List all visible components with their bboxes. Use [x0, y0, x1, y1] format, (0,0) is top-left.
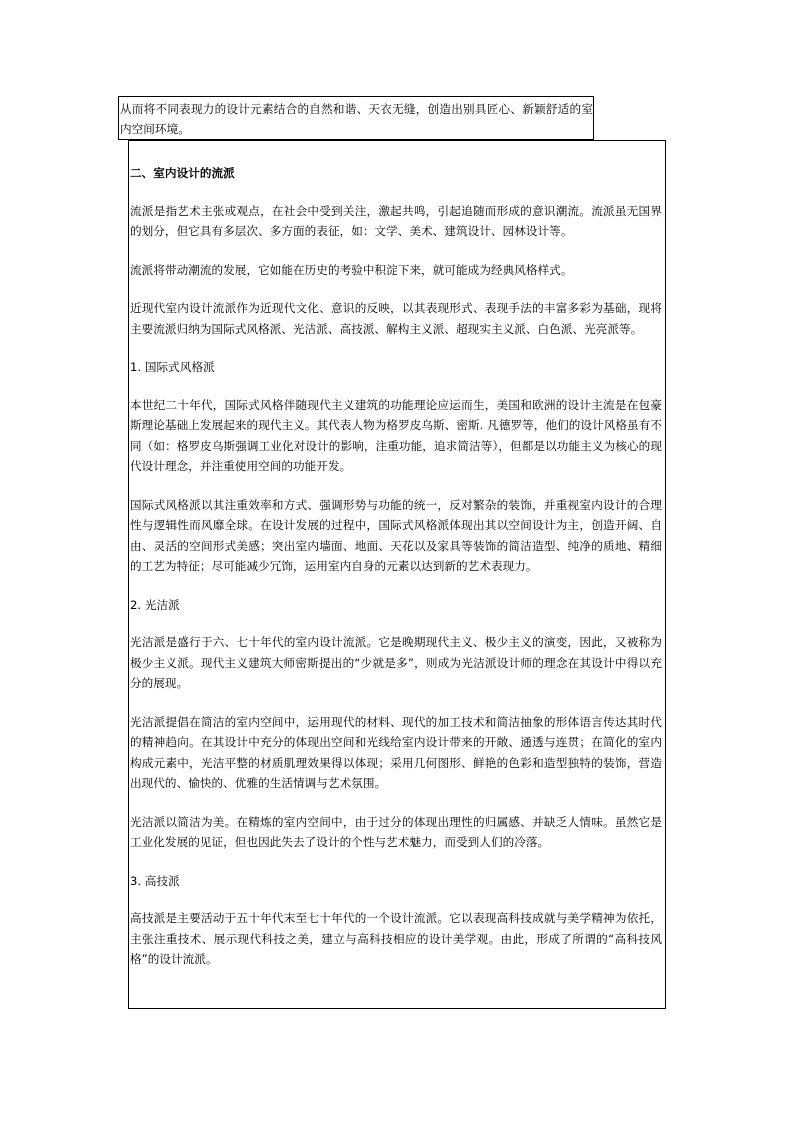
subheading-minimalist: 2. 光洁派	[130, 597, 180, 612]
paragraph-trend: 流派将带动潮流的发展，它如能在历史的考验中积淀下来，就可能成为经典风格样式。	[130, 262, 573, 277]
paragraph-minimalist-2: 光洁派提倡在简洁的室内空间中，运用现代的材料、现代的加工技术和简洁抽象的形体语言传达其时代的精神趋向。在其设计中充分的体现出空间和光线给室内设计带来的开敞、通透与连贯；在简化的室内构成元素中，光洁平整的材质肌理效果得以体现；采用几何图形、鲜艳的色彩和造型独特的装饰，营造出现代的、愉快的、优雅的生活情调与艺术氛围。	[130, 714, 662, 790]
paragraph-hightech-1: 高技派是主要活动于五十年代末至七十年代的一个设计流派。它以表现高科技成就与美学精神为依托，主张注重技术、展示现代科技之美，建立与高科技相应的设计美学观。由此，形成了所谓的“高科技风格”的设计流派。	[130, 911, 662, 966]
content-box	[128, 140, 666, 1009]
paragraph-definition: 流派是指艺术主张或观点，在社会中受到关注，激起共鸣，引起追随而形成的意识潮流。流派虽无国界的划分，但它具有多层次、多方面的表征，如：文学、美术、建筑设计、园林设计等。	[130, 203, 662, 238]
carryover-paragraph-box	[118, 96, 594, 140]
paragraph-international-2: 国际式风格派以其注重效率和方式、强调形势与功能的统一，反对繁杂的装饰，并重视室内设计的合理性与逻辑性而风靡全球。在设计发展的过程中，国际式风格派体现出其以空间设计为主，创造开阔、自由、灵活的空间形式美感；突出室内墙面、地面、天花以及家具等装饰的简洁造型、纯净的质地、精细的工艺为特征；尽可能减少冗饰，运用室内自身的元素以达到新的艺术表现力。	[130, 497, 662, 573]
paragraph-international-1: 本世纪二十年代，国际式风格伴随现代主义建筑的功能理论应运而生，美国和欧洲的设计主流是在包豪斯理论基础上发展起来的现代主义。其代表人物为格罗皮乌斯、密斯. 凡德罗等，他们的设计风格虽有不同（如：格罗皮乌斯强调工业化对设计的影响，注重功能，追求简洁等），但都是以功能主义为核心的现代设计理念，并注重使用空间的功能开发。	[130, 397, 662, 473]
section-heading: 二、室内设计的流派	[130, 166, 235, 180]
subheading-international: 1. 国际式风格派	[130, 360, 215, 374]
paragraph-minimalist-1: 光洁派是盛行于六、七十年代的室内设计流派。它是晚期现代主义、极少主义的演变，因此，又被称为极少主义派。现代主义建筑大师密斯提出的“少就是多”，则成为光洁派设计师的理念在其设计中得以充分的展现。	[130, 635, 662, 690]
paragraph-summary: 近现代室内设计流派作为近现代文化、意识的反映，以其表现形式、表现手法的丰富多彩为基础，现将主要流派归纳为国际式风格派、光洁派、高技派、解构主义派、超现实主义派、白色派、光亮派等。	[130, 301, 662, 336]
paragraph-minimalist-3: 光洁派以简洁为美。在精炼的室内空间中，由于过分的体现出理性的归属感、并缺乏人情味。虽然它是工业化发展的见证，但也因此失去了设计的个性与艺术魅力，而受到人们的冷落。	[130, 814, 662, 849]
carryover-paragraph: 从而将不同表现力的设计元素结合的自然和谐、天衣无缝，创造出别具匠心、新颖舒适的室内空间环境。	[120, 102, 593, 136]
subheading-hightech: 3. 高技派	[130, 873, 180, 888]
